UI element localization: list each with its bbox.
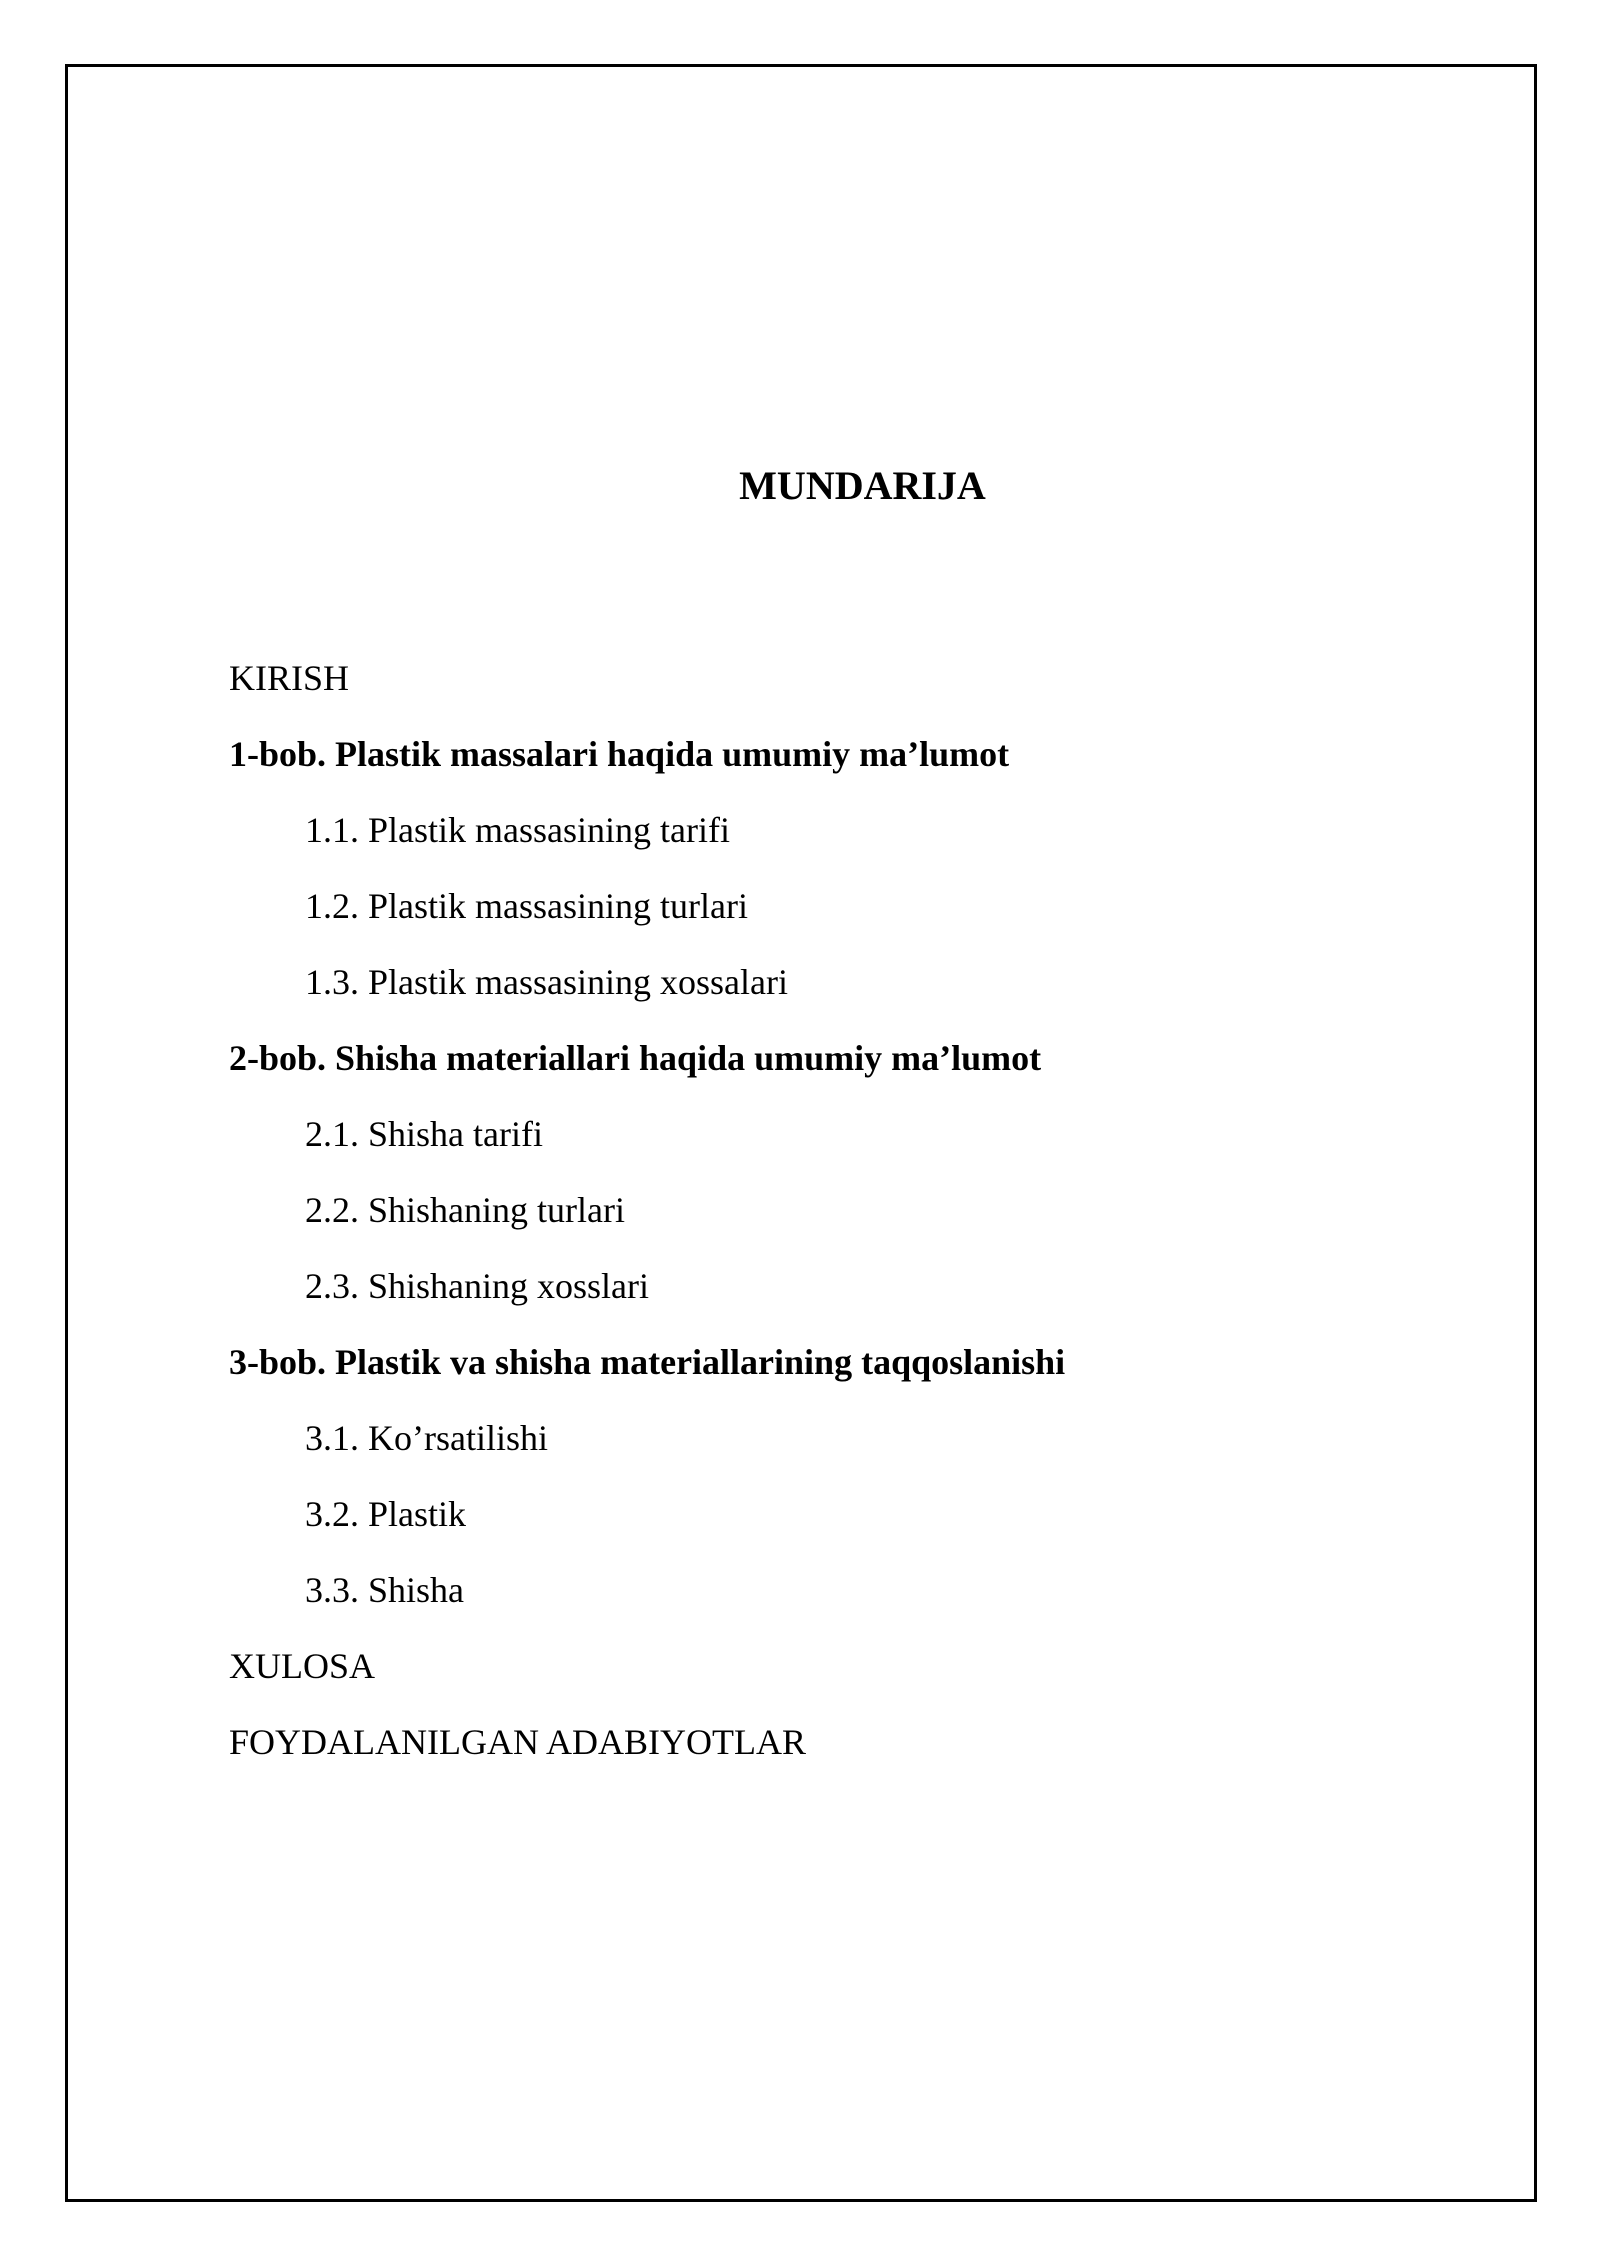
toc-section-2-1: 2.1. Shisha tarifi — [305, 1114, 543, 1154]
toc-chapter-1: 1-bob. Plastik massalari haqida umumiy ma’lumot — [229, 734, 1010, 774]
toc-section-1-2: 1.2. Plastik massasining turlari — [305, 886, 748, 926]
toc-section-2-3: 2.3. Shishaning xosslari — [305, 1266, 650, 1306]
toc-section-3-2: 3.2. Plastik — [305, 1494, 467, 1534]
toc-section-1-3: 1.3. Plastik massasining xossalari — [305, 962, 788, 1002]
table-of-contents — [229, 640, 1065, 1780]
toc-chapter-3: 3-bob. Plastik va shisha materiallarining taqqoslanishi — [229, 1342, 1066, 1382]
page-title: MUNDARIJA — [739, 463, 986, 508]
toc-chapter-2: 2-bob. Shisha materiallari haqida umumiy ma’lumot — [229, 1038, 1042, 1078]
toc-item-conclusion: XULOSA — [229, 1646, 376, 1686]
toc-section-1-1: 1.1. Plastik massasining tarifi — [305, 810, 730, 850]
toc-section-3-3: 3.3. Shisha — [305, 1570, 465, 1610]
toc-section-3-1: 3.1. Ko’rsatilishi — [305, 1418, 548, 1458]
toc-item-references: FOYDALANILGAN ADABIYOTLAR — [229, 1722, 806, 1762]
toc-section-2-2: 2.2. Shishaning turlari — [305, 1190, 625, 1230]
toc-item-intro: KIRISH — [229, 658, 350, 698]
